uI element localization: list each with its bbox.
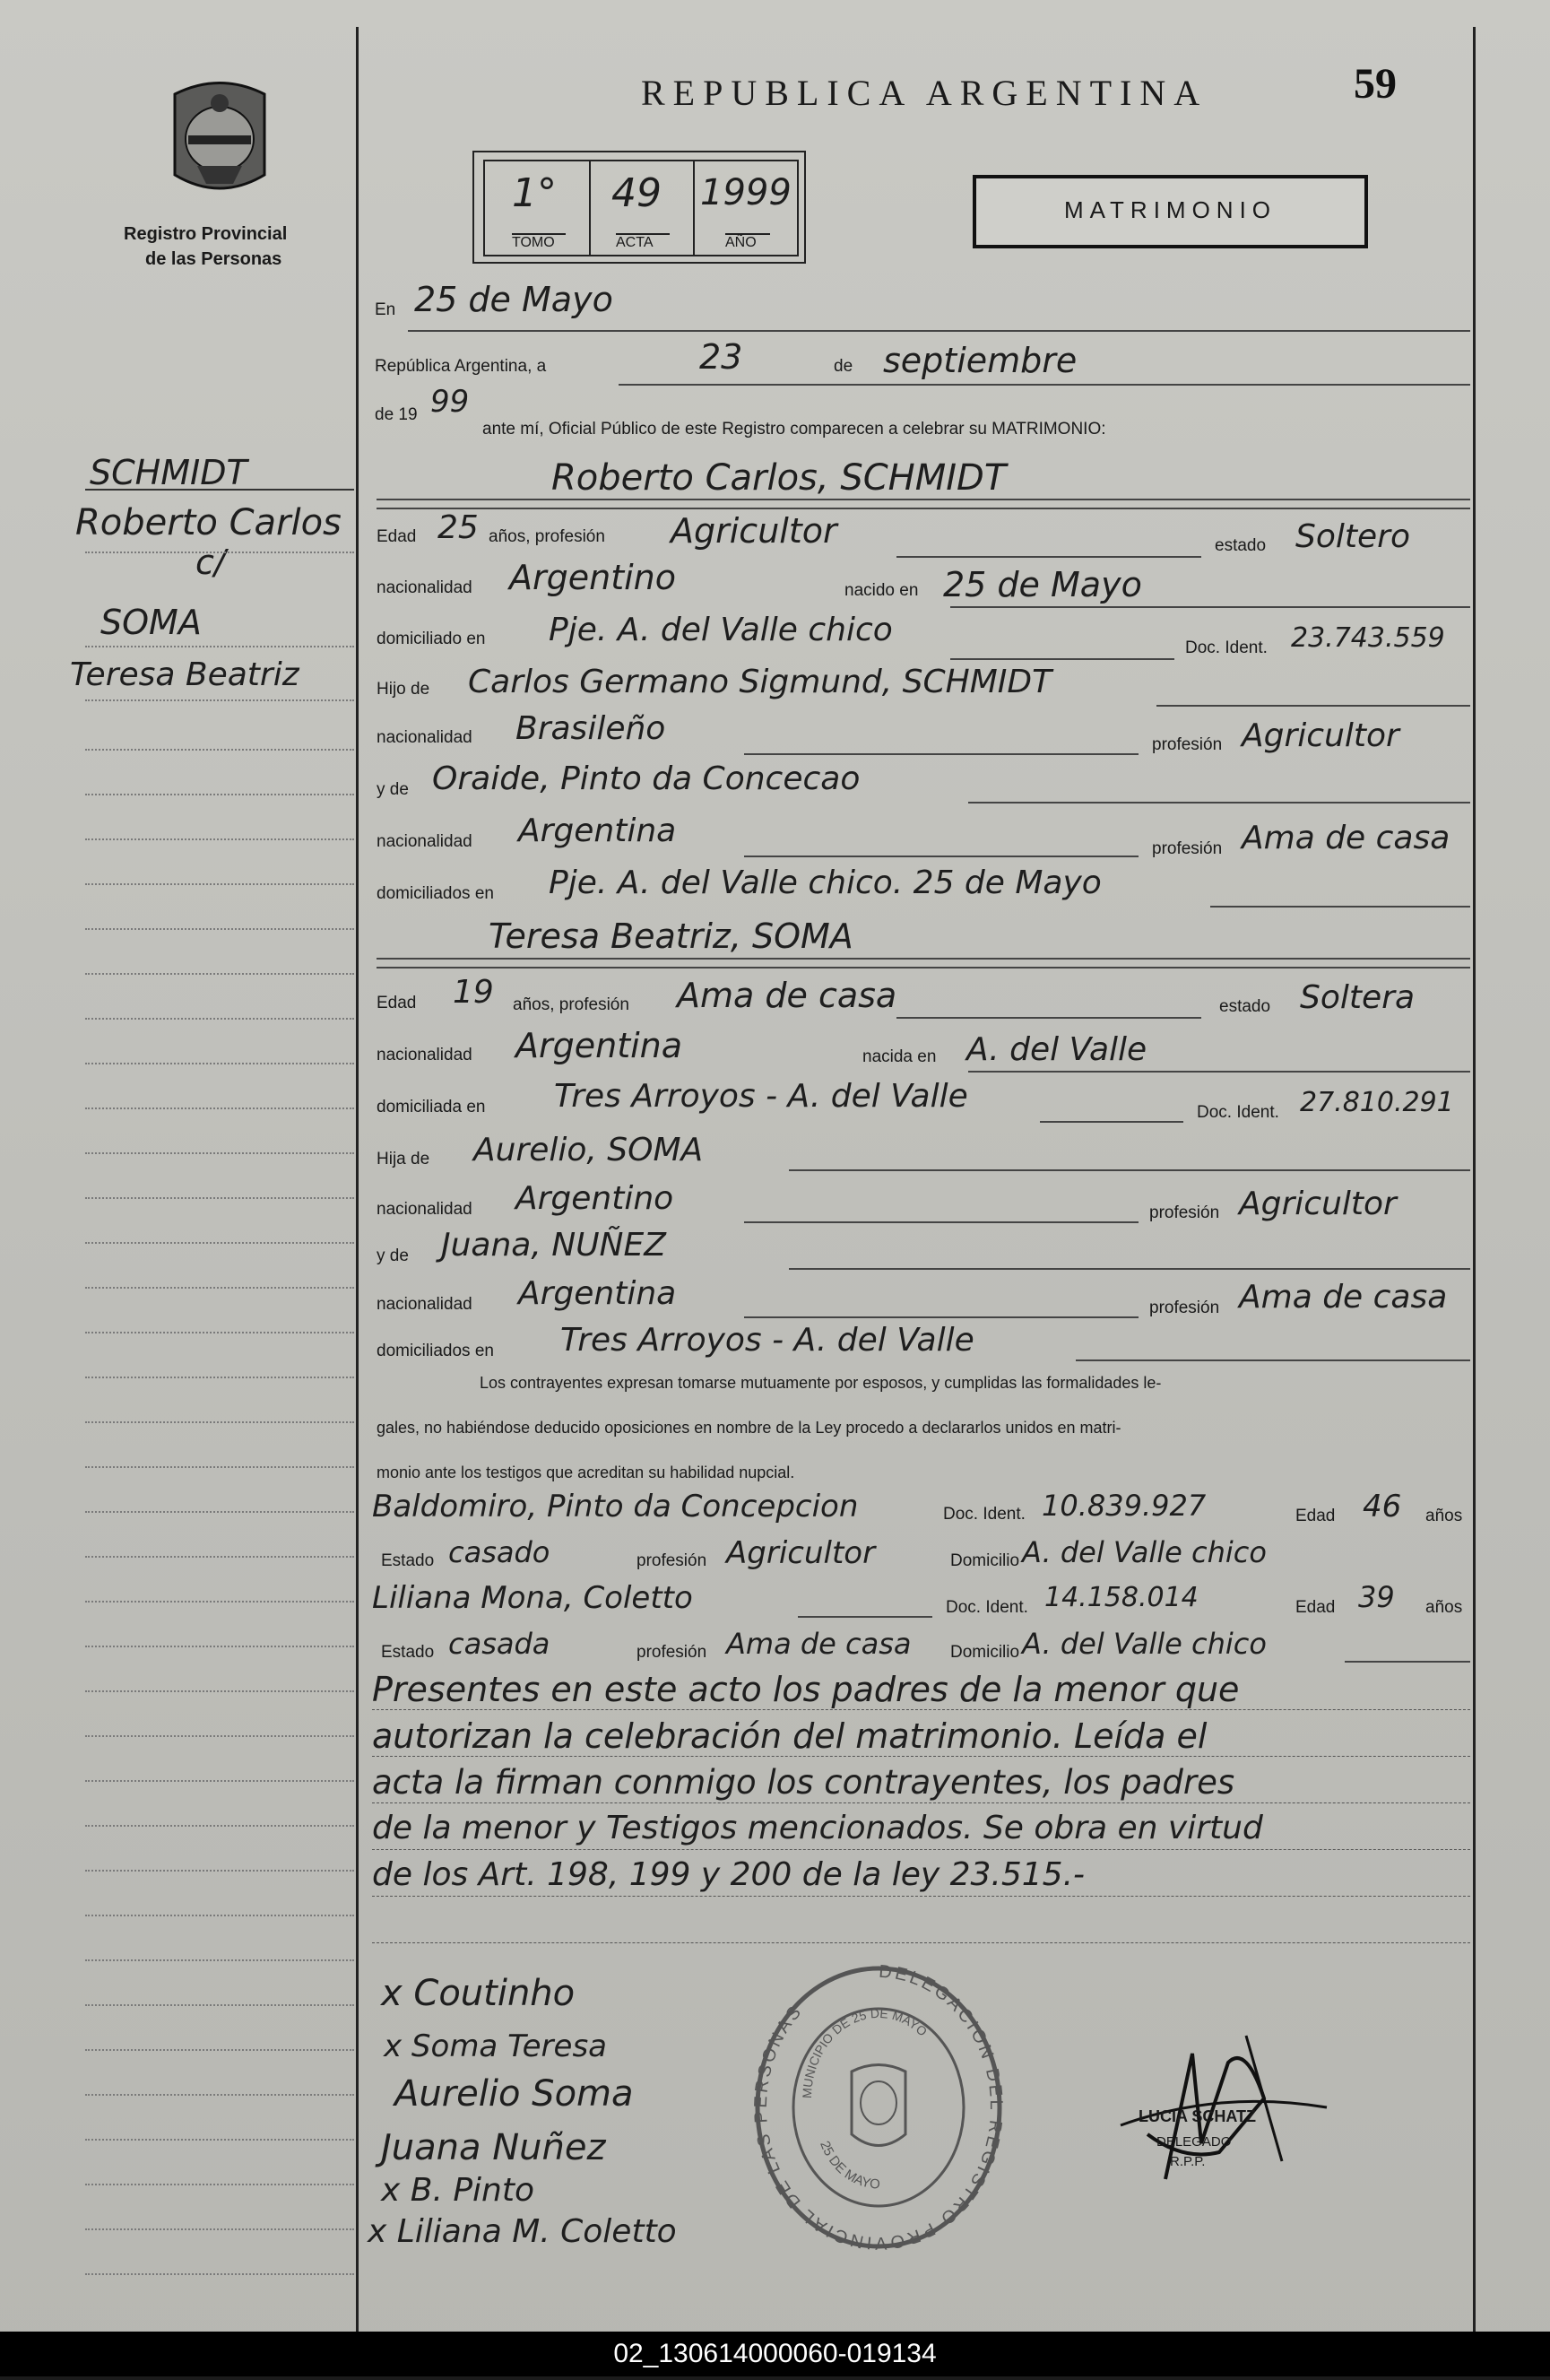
groom-padre-nac-label: nacionalidad <box>377 728 472 747</box>
groom-nac-label: nacionalidad <box>377 578 472 597</box>
tomo-value: 1° <box>512 170 557 216</box>
witness1-prof-label: profesión <box>636 1551 707 1570</box>
bride-name: Teresa Beatriz, SOMA <box>489 916 853 956</box>
groom-edad-label: Edad <box>377 527 417 546</box>
groom-name: Roberto Carlos, SCHMIDT <box>551 457 1007 499</box>
witness2-name: Liliana Mona, Coletto <box>372 1580 693 1616</box>
declaration-line2: gales, no habiéndose deducido oposiciones en nombre de la Ley procedo a declararlos unidos en matri- <box>377 1419 1121 1437</box>
coat-of-arms-icon <box>161 76 278 202</box>
groom-madre: Oraide, Pinto da Concecao <box>432 760 861 797</box>
republica-label: República Argentina, a <box>375 357 547 376</box>
ano-label: AÑO <box>725 233 770 251</box>
bride-madre-prof: Ama de casa <box>1239 1279 1448 1316</box>
place-value: 25 de Mayo <box>414 280 613 319</box>
bride-madre: Juana, NUÑEZ <box>441 1227 666 1264</box>
margin-bride-name: Teresa Beatriz <box>70 656 299 693</box>
groom-madre-prof: Ama de casa <box>1242 820 1450 856</box>
witness1-doc-label: Doc. Ident. <box>943 1505 1026 1524</box>
witness2-doc: 14.158.014 <box>1044 1582 1199 1613</box>
bride-padre-prof: Agricultor <box>1239 1186 1397 1222</box>
registry-name-line2: de las Personas <box>145 249 282 269</box>
margin-bride-surname: SOMA <box>100 603 202 642</box>
groom-domicilio: Pje. A. del Valle chico <box>549 612 893 648</box>
bride-yde-label: y de <box>377 1246 409 1265</box>
witness1-edad: 46 <box>1363 1489 1402 1524</box>
record-number-box <box>472 151 806 264</box>
witness2-estado-label: Estado <box>381 1643 435 1662</box>
official-org: R.P.P. <box>1170 2154 1206 2169</box>
witness2-edad: 39 <box>1358 1580 1395 1614</box>
registry-name-line1: Registro Provincial <box>124 224 288 244</box>
bride-nacida-label: nacida en <box>862 1047 937 1066</box>
groom-nacionalidad: Argentino <box>509 558 676 597</box>
country-heading: REPUBLICA ARGENTINA <box>641 73 1208 113</box>
witness2-estado: casada <box>448 1627 550 1661</box>
bride-nac-label: nacionalidad <box>377 1046 472 1064</box>
witness2-profesion: Ama de casa <box>726 1627 912 1661</box>
bride-nacida: A. del Valle <box>966 1031 1147 1068</box>
groom-edad: 25 <box>437 509 479 546</box>
bride-edad: 19 <box>453 974 494 1011</box>
bride-padre-prof-label: profesión <box>1149 1203 1220 1222</box>
groom-yde-label: y de <box>377 780 409 799</box>
svg-text:DELEGACION DEL REGISTRO PROVIN <box>751 1962 1006 2251</box>
bride-padre: Aurelio, SOMA <box>473 1132 704 1168</box>
year-prefix: de 19 <box>375 405 418 424</box>
witness1-name: Baldomiro, Pinto da Concepcion <box>372 1489 859 1524</box>
witness2-anos-label: años <box>1425 1598 1463 1617</box>
file-caption: 02_130614000060-019134 <box>0 2332 1550 2376</box>
left-column-rule <box>356 27 359 2358</box>
en-label: En <box>375 300 396 319</box>
document-type-box <box>973 175 1368 248</box>
right-edge-rule <box>1473 27 1476 2358</box>
day-value: 23 <box>699 337 743 377</box>
declaration-line3: monio ante los testigos que acreditan su habilidad nupcial. <box>377 1464 795 1481</box>
seal-inner-top-text: MUNICIPIO DE 25 DE MAYO <box>799 2005 931 2099</box>
seal-inner-bottom-text: 25 DE MAYO <box>817 2139 881 2193</box>
document-type-label: MATRIMONIO <box>1063 196 1277 223</box>
bride-nacionalidad: Argentina <box>515 1026 683 1065</box>
bride-doc-label: Doc. Ident. <box>1197 1103 1279 1122</box>
witness2-dom-label: Domicilio <box>950 1643 1020 1662</box>
groom-dom-label: domiciliado en <box>377 630 486 648</box>
bride-madre-nac: Argentina <box>518 1275 677 1312</box>
witness2-prof-label: profesión <box>636 1643 707 1662</box>
acta-value: 49 <box>611 170 662 216</box>
witness1-estado-label: Estado <box>381 1551 435 1570</box>
observation-line3: acta la firman conmigo los contrayentes, los padres <box>372 1763 1235 1802</box>
witness2-doc-label: Doc. Ident. <box>946 1598 1028 1617</box>
observation-line2: autorizan la celebración del matrimonio. Leída el <box>372 1716 1208 1756</box>
witness1-edad-label: Edad <box>1295 1507 1336 1525</box>
bride-estado-label: estado <box>1219 997 1271 1016</box>
witness1-dom-label: Domicilio <box>950 1551 1020 1570</box>
seal-ring-text: DELEGACION DEL REGISTRO PROVINCIAL DE LAS PERSONAS <box>750 1961 1007 2251</box>
month-value: septiembre <box>883 341 1078 380</box>
groom-madre-nac: Argentina <box>518 812 677 849</box>
registry-seal <box>749 1955 1009 2251</box>
groom-hijo-label: Hijo de <box>377 680 430 699</box>
groom-madre-prof-label: profesión <box>1152 839 1223 858</box>
bride-madre-prof-label: profesión <box>1149 1299 1220 1317</box>
bride-edad-label: Edad <box>377 994 417 1012</box>
groom-doc-label: Doc. Ident. <box>1185 638 1268 657</box>
observation-line5: de los Art. 198, 199 y 200 de la ley 23.515.- <box>372 1856 1086 1893</box>
bride-profesion-label: años, profesión <box>513 995 629 1014</box>
bride-padres-dom: Tres Arroyos - A. del Valle <box>560 1322 974 1359</box>
margin-groom-name: Roberto Carlos <box>75 502 342 543</box>
bride-madre-nac-label: nacionalidad <box>377 1295 472 1314</box>
official-name: LUCIA SCHATZ <box>1139 2107 1256 2125</box>
margin-conjunction: c/ <box>195 543 226 582</box>
witness2-domicilio: A. del Valle chico <box>1022 1627 1267 1661</box>
groom-padres-dom: Pje. A. del Valle chico. 25 de Mayo <box>549 864 1102 901</box>
witness1-doc: 10.839.927 <box>1042 1489 1207 1523</box>
tomo-label: TOMO <box>512 233 566 251</box>
groom-padre-prof: Agricultor <box>1242 717 1399 754</box>
groom-profesion: Agricultor <box>671 511 837 551</box>
groom-nacido-label: nacido en <box>844 581 919 600</box>
bride-profesion: Ama de casa <box>677 976 897 1015</box>
declaration-line1: Los contrayentes expresan tomarse mutuamente por esposos, y cumplidas las formalidades le- <box>480 1374 1162 1392</box>
groom-estado-label: estado <box>1215 536 1267 555</box>
signature-4: Juana Nuñez <box>381 2127 606 2168</box>
bride-doc: 27.810.291 <box>1300 1087 1454 1118</box>
bride-dom-label: domiciliada en <box>377 1098 486 1116</box>
witness2-edad-label: Edad <box>1295 1598 1336 1617</box>
groom-madre-nac-label: nacionalidad <box>377 832 472 851</box>
observation-line4: de la menor y Testigos mencionados. Se obra en virtud <box>372 1810 1263 1846</box>
bride-hija-label: Hija de <box>377 1150 430 1168</box>
witness1-anos-label: años <box>1425 1507 1463 1525</box>
svg-text:MUNICIPIO DE 25 DE MAYO <box>800 2006 931 2098</box>
groom-padre-prof-label: profesión <box>1152 735 1223 754</box>
page-number: 59 <box>1354 60 1397 108</box>
groom-nacido: 25 de Mayo <box>943 565 1142 604</box>
signature-6: x Liliana M. Coletto <box>368 2213 677 2250</box>
signature-3: Aurelio Soma <box>394 2073 634 2115</box>
signature-5: x B. Pinto <box>381 2172 534 2209</box>
witness1-profesion: Agricultor <box>726 1535 876 1571</box>
official-title: DELEGADO <box>1156 2134 1232 2150</box>
groom-padre-nac: Brasileño <box>515 710 666 747</box>
bride-padre-nac-label: nacionalidad <box>377 1200 472 1219</box>
groom-profesion-label: años, profesión <box>489 527 605 546</box>
signature-1: x Coutinho <box>381 1973 576 2014</box>
month-de-label: de <box>834 357 853 376</box>
bride-padre-nac: Argentino <box>515 1180 674 1217</box>
groom-estado: Soltero <box>1295 518 1410 555</box>
margin-surname: SCHMIDT <box>90 453 247 492</box>
observation-line1: Presentes en este acto los padres de la menor que <box>372 1670 1240 1709</box>
ante-text: ante mí, Oficial Público de este Registro comparecen a celebrar su MATRIMONIO: <box>482 420 1106 439</box>
bride-domicilio: Tres Arroyos - A. del Valle <box>554 1078 968 1115</box>
bride-estado: Soltera <box>1300 979 1416 1016</box>
witness1-domicilio: A. del Valle chico <box>1022 1535 1267 1569</box>
bride-doms-label: domiciliados en <box>377 1342 494 1360</box>
year-suffix: 99 <box>430 384 470 420</box>
signature-2: x Soma Teresa <box>384 2028 608 2064</box>
witness1-estado: casado <box>448 1535 550 1569</box>
ano-value: 1999 <box>700 172 792 213</box>
groom-padre: Carlos Germano Sigmund, SCHMIDT <box>468 664 1052 700</box>
groom-doms-label: domiciliados en <box>377 884 494 903</box>
groom-doc: 23.743.559 <box>1291 622 1445 654</box>
acta-label: ACTA <box>616 233 670 251</box>
